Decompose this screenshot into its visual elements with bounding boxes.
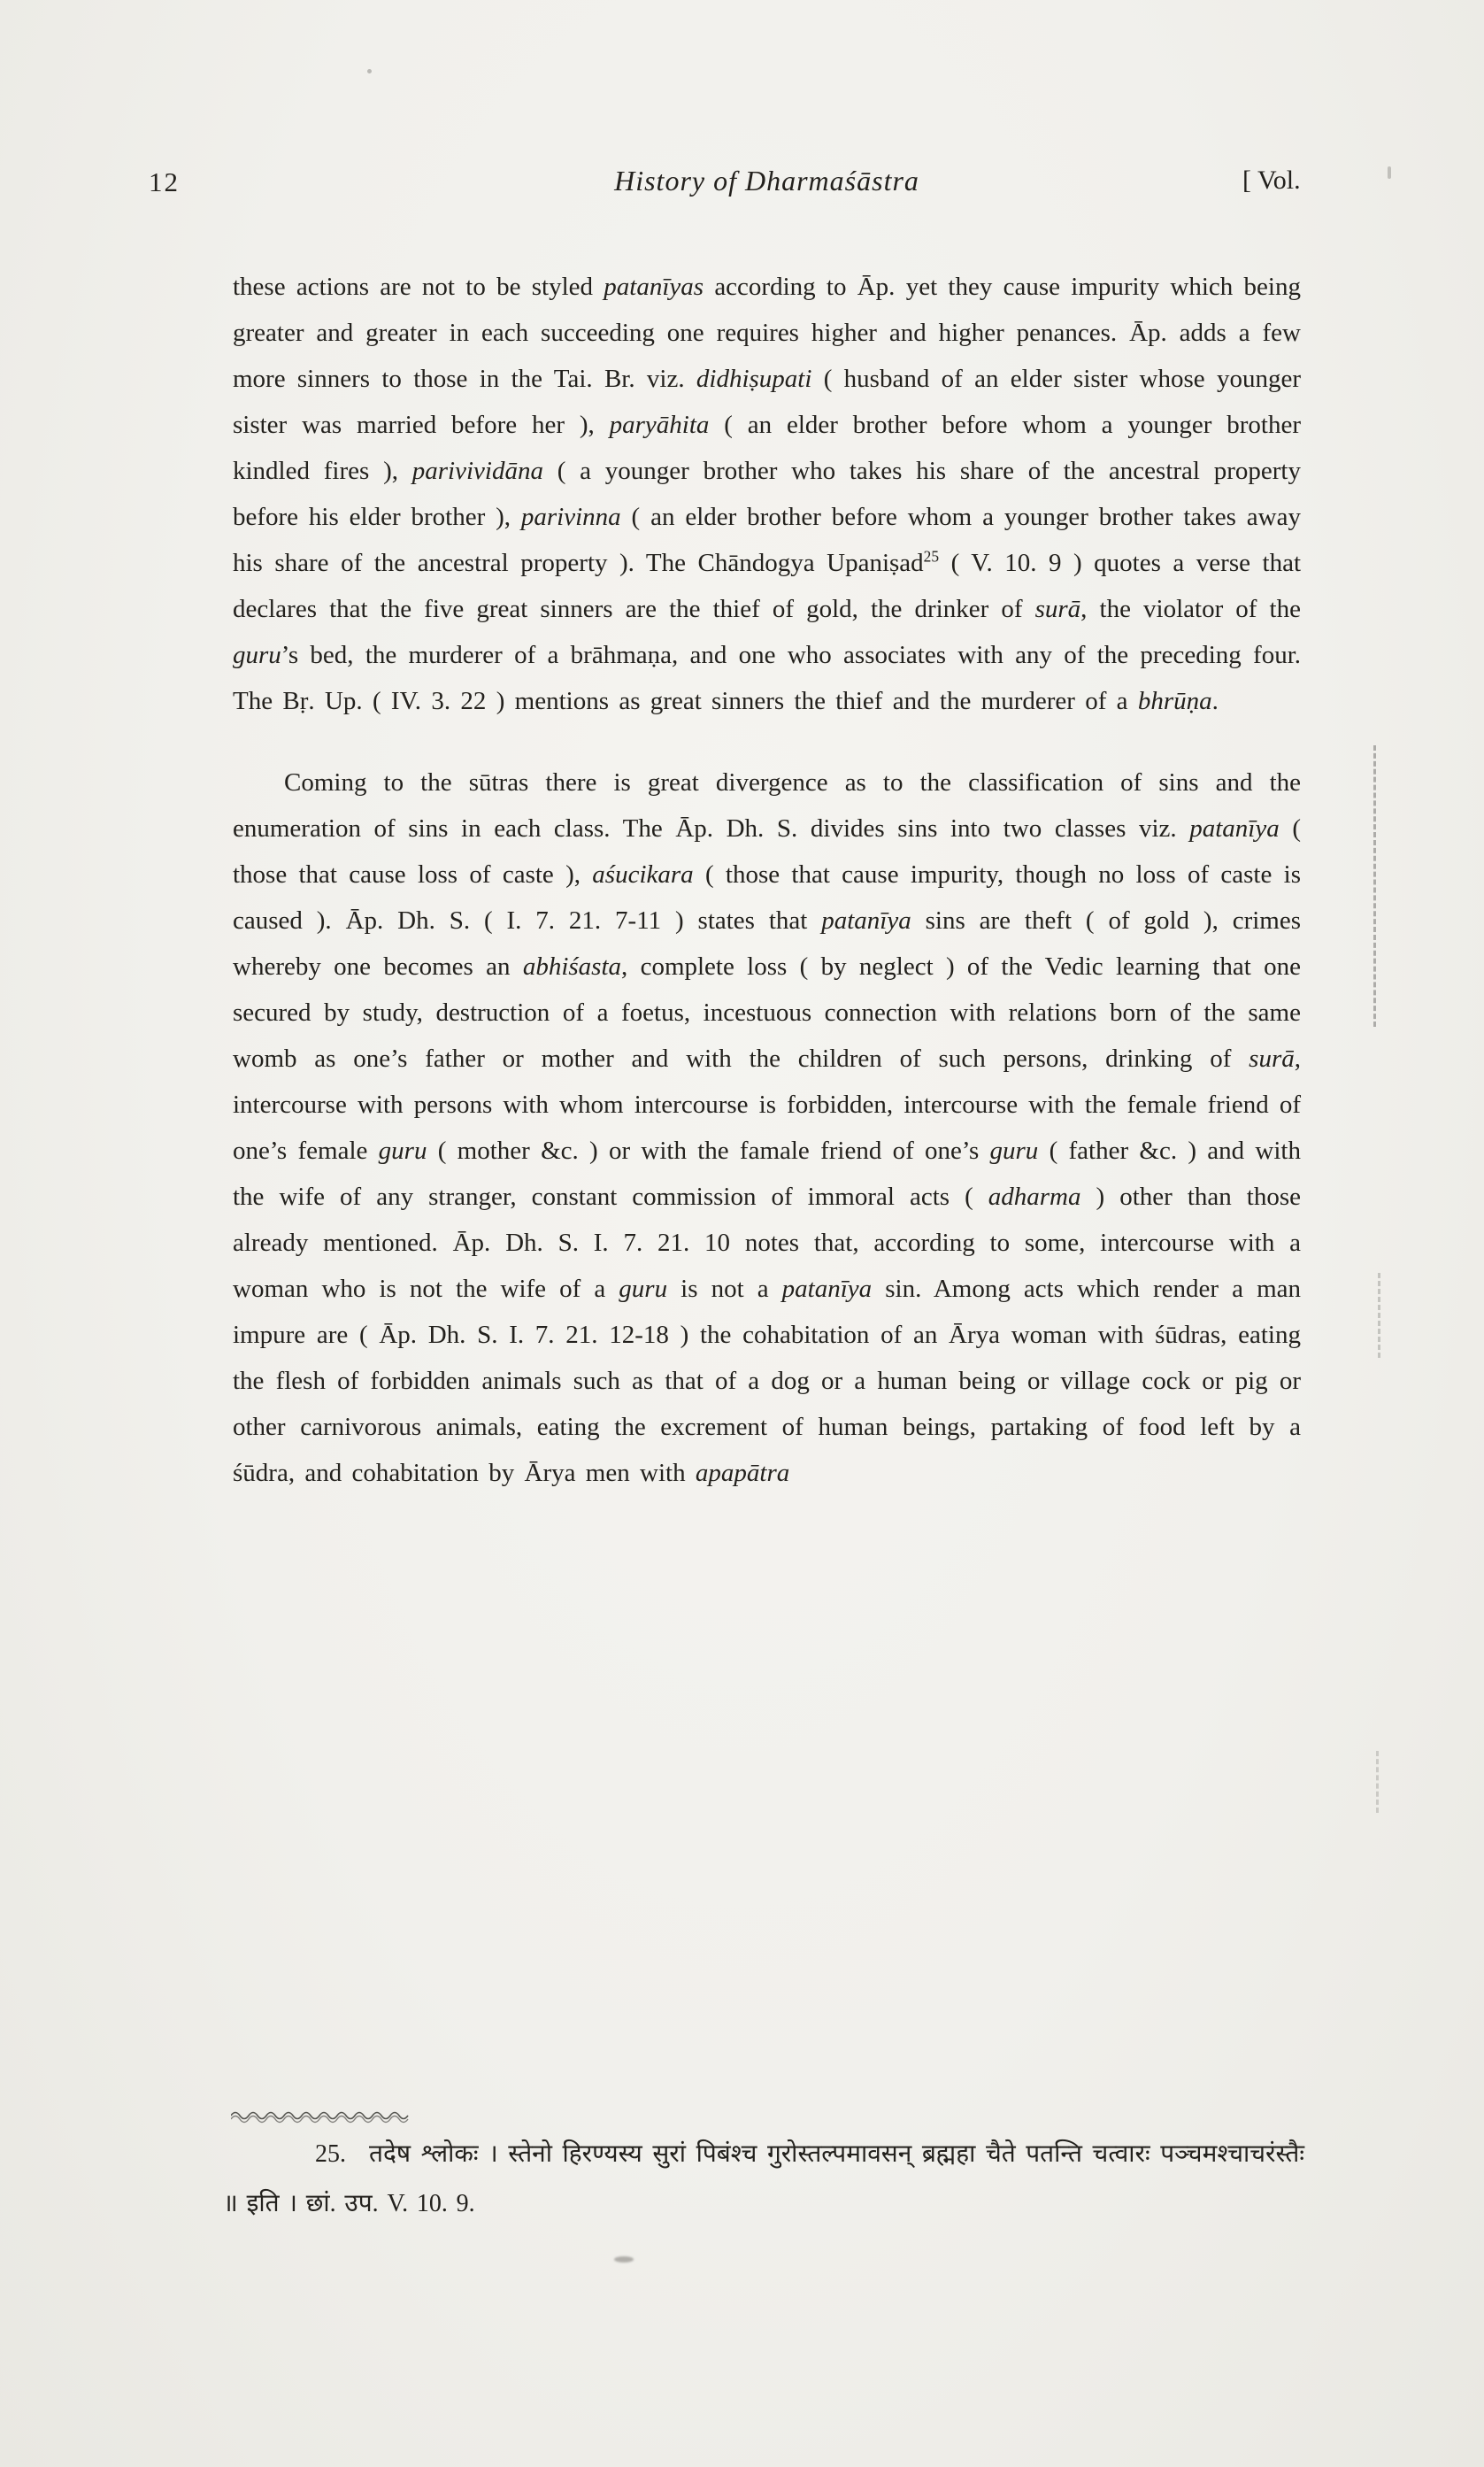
text-run: . bbox=[1211, 687, 1219, 715]
text-run: , the violator of the bbox=[1080, 595, 1301, 623]
text-run: according to Āp. yet they cause impurity which being greater and greater in each succeeding one requires higher and higher penances. Āp. adds a few more sinners to those in the Tai. Br. viz. bbox=[233, 273, 1301, 393]
squiggle-icon bbox=[231, 2109, 412, 2124]
italic-term: surā bbox=[1034, 595, 1081, 623]
running-title: History of Dharmaśāstra bbox=[614, 165, 919, 197]
text-run: ’s bed, the murderer of a brāhmaṇa, and one who associates with any of the preceding four. The Bṛ. Up. ( IV. 3. 22 ) mentions as great sinners the thief and the murderer of a bbox=[233, 641, 1301, 715]
page-number: 12 bbox=[149, 166, 180, 197]
text-run: ( mother &c. ) or with the famale friend of one’s bbox=[427, 1137, 990, 1165]
text-run: ( those that cause loss of caste ), bbox=[233, 814, 1302, 889]
italic-term: guru bbox=[619, 1275, 668, 1303]
italic-term: aśucikara bbox=[592, 860, 694, 889]
italic-term: paryāhita bbox=[609, 411, 710, 439]
text-run: ( an elder brother before whom a younger brother kindled fires ), bbox=[233, 411, 1301, 485]
footnote-text: तदेष श्लोकः । स्तेनो हिरण्यस्य सुरां पिबंश्च गुरोस्तल्पमावसन् ब्रह्महा चैते पतन्ति चत्वारः पञ्चमश्चाचरंस्तैः ॥ इति । छां. उप. V. 10. 9. bbox=[223, 2140, 1304, 2217]
italic-term: bhrūṇa bbox=[1137, 687, 1212, 715]
text-run: ( an elder brother before whom a younger brother takes away his share of the ancestral property ). The Chāndogya Upaniṣad bbox=[233, 503, 1301, 577]
body-paragraphs bbox=[233, 264, 1301, 1531]
footnote-reference: 25 bbox=[923, 547, 940, 566]
text-run: Coming to the sūtras there is great divergence as to the classification of sins and the enumeration of sins in each class. The Āp. Dh. S. divides sins into two classes viz. bbox=[233, 768, 1301, 843]
footnote-squiggle-separator bbox=[231, 2109, 412, 2124]
page-header bbox=[0, 165, 1484, 209]
text-run: ) other than those already mentioned. Āp. Dh. S. I. 7. 21. 10 notes that, according to some, intercourse with a woman who is not the wife of a bbox=[233, 1183, 1301, 1303]
italic-term: patanīyas bbox=[604, 273, 704, 301]
italic-term: abhiśasta bbox=[522, 952, 621, 981]
italic-term: surā bbox=[1249, 1045, 1295, 1073]
text-run: these actions are not to be styled bbox=[233, 273, 604, 301]
text-run: ( those that cause impurity, though no loss of caste is caused ). Āp. Dh. S. ( I. 7. 21. 7-11 ) states that bbox=[233, 860, 1301, 935]
scan-artifact-speck bbox=[367, 69, 372, 73]
volume-marker: [ Vol. bbox=[1242, 166, 1301, 195]
italic-term: didhiṣupati bbox=[696, 365, 812, 393]
scan-artifact-dashed-line bbox=[1378, 1273, 1380, 1358]
scan-artifact-smudge bbox=[614, 2256, 634, 2263]
italic-term: apapātra bbox=[695, 1459, 790, 1487]
italic-term: adharma bbox=[988, 1183, 1081, 1211]
italic-term: guru bbox=[378, 1137, 427, 1165]
text-run: ( a younger brother who takes his share of the ancestral property before his elder brother ), bbox=[233, 457, 1301, 531]
italic-term: patanīya bbox=[821, 906, 911, 935]
text-run: is not a bbox=[667, 1275, 782, 1303]
italic-term: guru bbox=[989, 1137, 1039, 1165]
italic-term: parivividāna bbox=[411, 457, 543, 485]
italic-term: patanīya bbox=[1189, 814, 1280, 843]
text-run: ( father &c. ) and with the wife of any stranger, constant commission of immoral acts ( bbox=[233, 1137, 1301, 1211]
paragraph bbox=[233, 264, 1301, 724]
text-run: , complete loss ( by neglect ) of the Vedic learning that one secured by study, destruction of a foetus, incestuous connection with relations born of the same womb as one’s father or mother and with the children of such persons, drinking of bbox=[233, 952, 1301, 1073]
italic-term: guru bbox=[233, 641, 281, 669]
italic-term: patanīya bbox=[781, 1275, 873, 1303]
scan-artifact-dashed-line bbox=[1373, 745, 1376, 1027]
footnote-number: 25. bbox=[315, 2140, 346, 2168]
text-run: ( husband of an elder sister whose younger sister was married before her ), bbox=[233, 365, 1301, 439]
paragraph bbox=[233, 759, 1301, 1496]
text-run: sins are theft ( of gold ), crimes whereby one becomes an bbox=[233, 906, 1301, 981]
scan-artifact-dashed-line bbox=[1376, 1751, 1379, 1813]
text-run: ( V. 10. 9 ) quotes a verse that declares that the five great sinners are the thief of gold, the drinker of bbox=[233, 549, 1301, 623]
footnote bbox=[223, 2130, 1304, 2229]
italic-term: parivinna bbox=[520, 503, 621, 531]
text-run: , intercourse with persons with whom intercourse is forbidden, intercourse with the female friend of one’s female bbox=[233, 1045, 1301, 1165]
text-run: sin. Among acts which render a man impure are ( Āp. Dh. S. I. 7. 21. 12-18 ) the cohabitation of an Ārya woman with śūdras, eating the flesh of forbidden animals such as that of a dog or a human being or village cock or pig or other carnivorous animals, eating the excrement of human beings, partaking of food left by a śūdra, and cohabitation by Ārya men with bbox=[233, 1275, 1301, 1487]
